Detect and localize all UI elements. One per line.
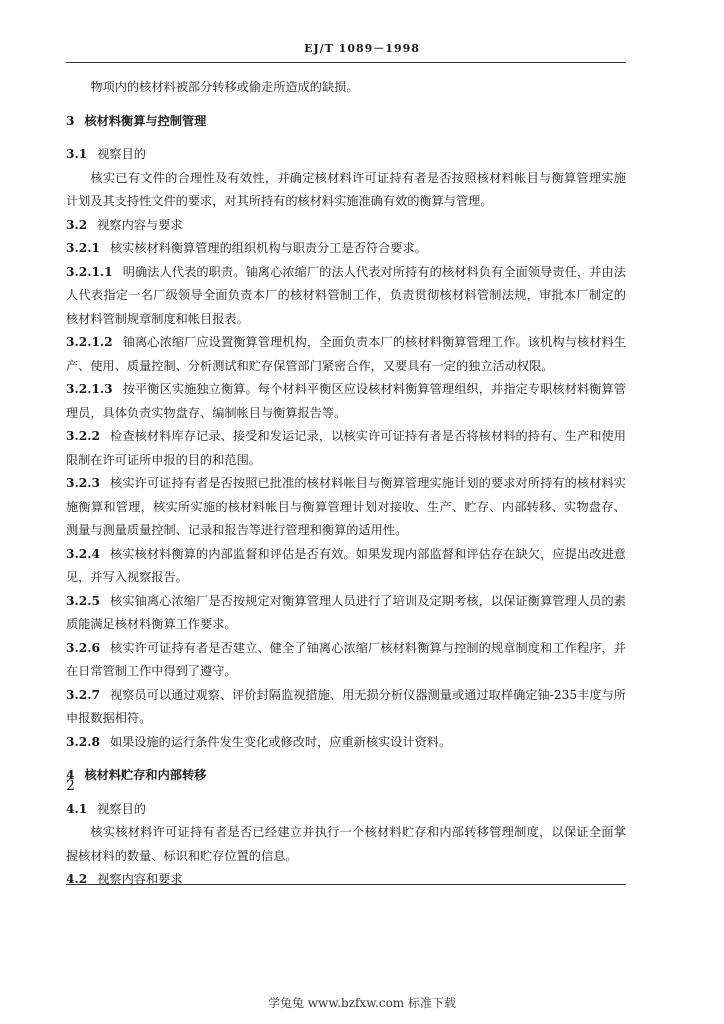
paragraph-gap — [66, 754, 626, 764]
header-divider — [66, 62, 626, 63]
clause-number: 3.2.4 — [66, 546, 100, 561]
page-number: 2 — [66, 778, 75, 794]
numbered-clause — [66, 261, 626, 332]
numbered-clause — [66, 214, 626, 238]
numbered-clause — [66, 731, 626, 755]
footer-watermark-text: 学兔兔 www.bzfxw.com 标准下载 — [267, 996, 457, 1010]
numbered-clause — [66, 590, 626, 637]
clause-text: 核实已有文件的合理性及有效性，并确定核材料许可证持有者是否按照核材料帐目与衡算管理实施计划及其支持性文件的要求，对其所持有的核材料实施准确有效的衡算与管理。 — [66, 170, 626, 208]
numbered-clause — [66, 110, 626, 134]
numbered-clause — [66, 637, 626, 684]
numbered-clause — [66, 378, 626, 425]
paragraph-gap — [66, 133, 626, 143]
clause-text: 检查核材料库存记录、接受和发运记录，以核实许可证持有者是否将核材料的持有、生产和使用限制在许可证所申报的目的和范围。 — [66, 429, 626, 467]
numbered-clause — [66, 425, 626, 472]
clause-text: 视察内容和要求 — [97, 872, 183, 886]
clause-number: 3.2.2 — [66, 429, 100, 443]
clause-number: 3.2.8 — [66, 734, 100, 749]
clause-text: 视察内容与要求 — [97, 217, 183, 232]
clause-number: 3.2.5 — [66, 593, 100, 608]
clause-text: 铀离心浓缩厂应设置衡算管理机构，全面负责本厂的核材料衡算管理工作。该机构与核材料生产、使用、质量控制、分析测试和贮存保管部门紧密合作，又要具有一定的独立活动权限。 — [66, 335, 626, 373]
clause-number: 3.2.6 — [66, 640, 100, 655]
numbered-clause — [66, 237, 626, 261]
paragraph-gap — [66, 100, 626, 110]
numbered-clause — [66, 143, 626, 167]
clause-text: 视察目的 — [97, 801, 146, 816]
clause-text: 核实核材料衡算管理的组织机构与职责分工是否符合要求。 — [109, 241, 427, 255]
clause-text: 核实核材料衡算的内部监督和评估是否有效。如果发现内部监督和评估存在缺欠，应提出改进意见，并写入视察报告。 — [66, 546, 626, 584]
clause-text: 核实铀离心浓缩厂是否按规定对衡算管理人员进行了培训及定期考核，以保证衡算管理人员的素质能满足核材料衡算工作要求。 — [66, 593, 626, 631]
clause-number: 3.2.1.2 — [66, 335, 113, 349]
clause-number: 3.1 — [66, 147, 88, 161]
paragraph — [66, 821, 626, 868]
paragraph — [66, 76, 626, 100]
standard-code-header: EJ/T 1089－1998 — [304, 42, 420, 55]
numbered-clause — [66, 868, 626, 892]
numbered-clause — [66, 331, 626, 378]
clause-number: 3.2.1.3 — [66, 382, 113, 396]
clause-number: 3 — [66, 113, 75, 128]
numbered-clause — [66, 543, 626, 590]
clause-text: 明确法人代表的职责。铀离心浓缩厂的法人代表对所持有的核材料负有全面领导责任，并由法人代表指定一名厂级领导全面负责本厂的核材料管制工作，负责贯彻核材料管制法规，审批本厂制定的核材料管制规章制度和帐目报表。 — [66, 264, 626, 326]
clause-number: 4.2 — [66, 872, 88, 886]
clause-text: 核实核材料许可证持有者是否已经建立并执行一个核材料贮存和内部转移管理制度，以保证全面掌握核材料的数量、标识和贮存位置的信息。 — [66, 825, 626, 863]
numbered-clause — [66, 798, 626, 822]
clause-text: 视察员可以通过观察、评价封隔监视措施、用无损分析仪器测量或通过取样确定铀-235丰度与所申报数据相符。 — [66, 687, 626, 725]
clause-text: 核材料贮存和内部转移 — [84, 768, 207, 782]
clause-number: 4.1 — [66, 801, 88, 816]
clause-number: 4 — [66, 768, 75, 782]
clause-text: 核实许可证持有者是否建立、健全了铀离心浓缩厂核材料衡算与控制的规章制度和工作程序，并在日常管制工作中得到了遵守。 — [66, 640, 626, 678]
paragraph — [66, 167, 626, 214]
clause-text: 核材料衡算与控制管理 — [84, 113, 207, 128]
clause-text: 视察目的 — [97, 147, 146, 161]
clause-number: 3.2.1 — [66, 241, 100, 255]
numbered-clause — [66, 764, 626, 788]
numbered-clause — [66, 684, 626, 731]
clause-text: 如果设施的运行条件发生变化或修改时，应重新核实设计资料。 — [109, 734, 452, 749]
clause-text: 核实许可证持有者是否按照已批准的核材料帐目与衡算管理实施计划的要求对所持有的核材料实施衡算和管理，核实所实施的核材料帐目与衡算管理计划对接收、生产、贮存、内部转移、实物盘存、测量与测量质量控制、记录和报告等进行管理和衡算的适用性。 — [66, 476, 626, 537]
numbered-clause — [66, 472, 626, 543]
document-body — [66, 76, 626, 892]
clause-text: 物项内的核材料被部分转移或偷走所造成的缺损。 — [90, 80, 359, 94]
bottom-divider — [66, 884, 626, 885]
clause-number: 3.2.7 — [66, 687, 100, 702]
clause-number: 3.2.1.1 — [66, 264, 113, 279]
clause-text: 按平衡区实施独立衡算。每个材料平衡区应设核材料衡算管理组织，并指定专职核材料衡算管理员，具体负责实物盘存、编制帐目与衡算报告等。 — [66, 382, 626, 420]
clause-number: 3.2.3 — [66, 476, 100, 490]
paragraph-gap — [66, 788, 626, 798]
clause-number: 3.2 — [66, 217, 88, 232]
